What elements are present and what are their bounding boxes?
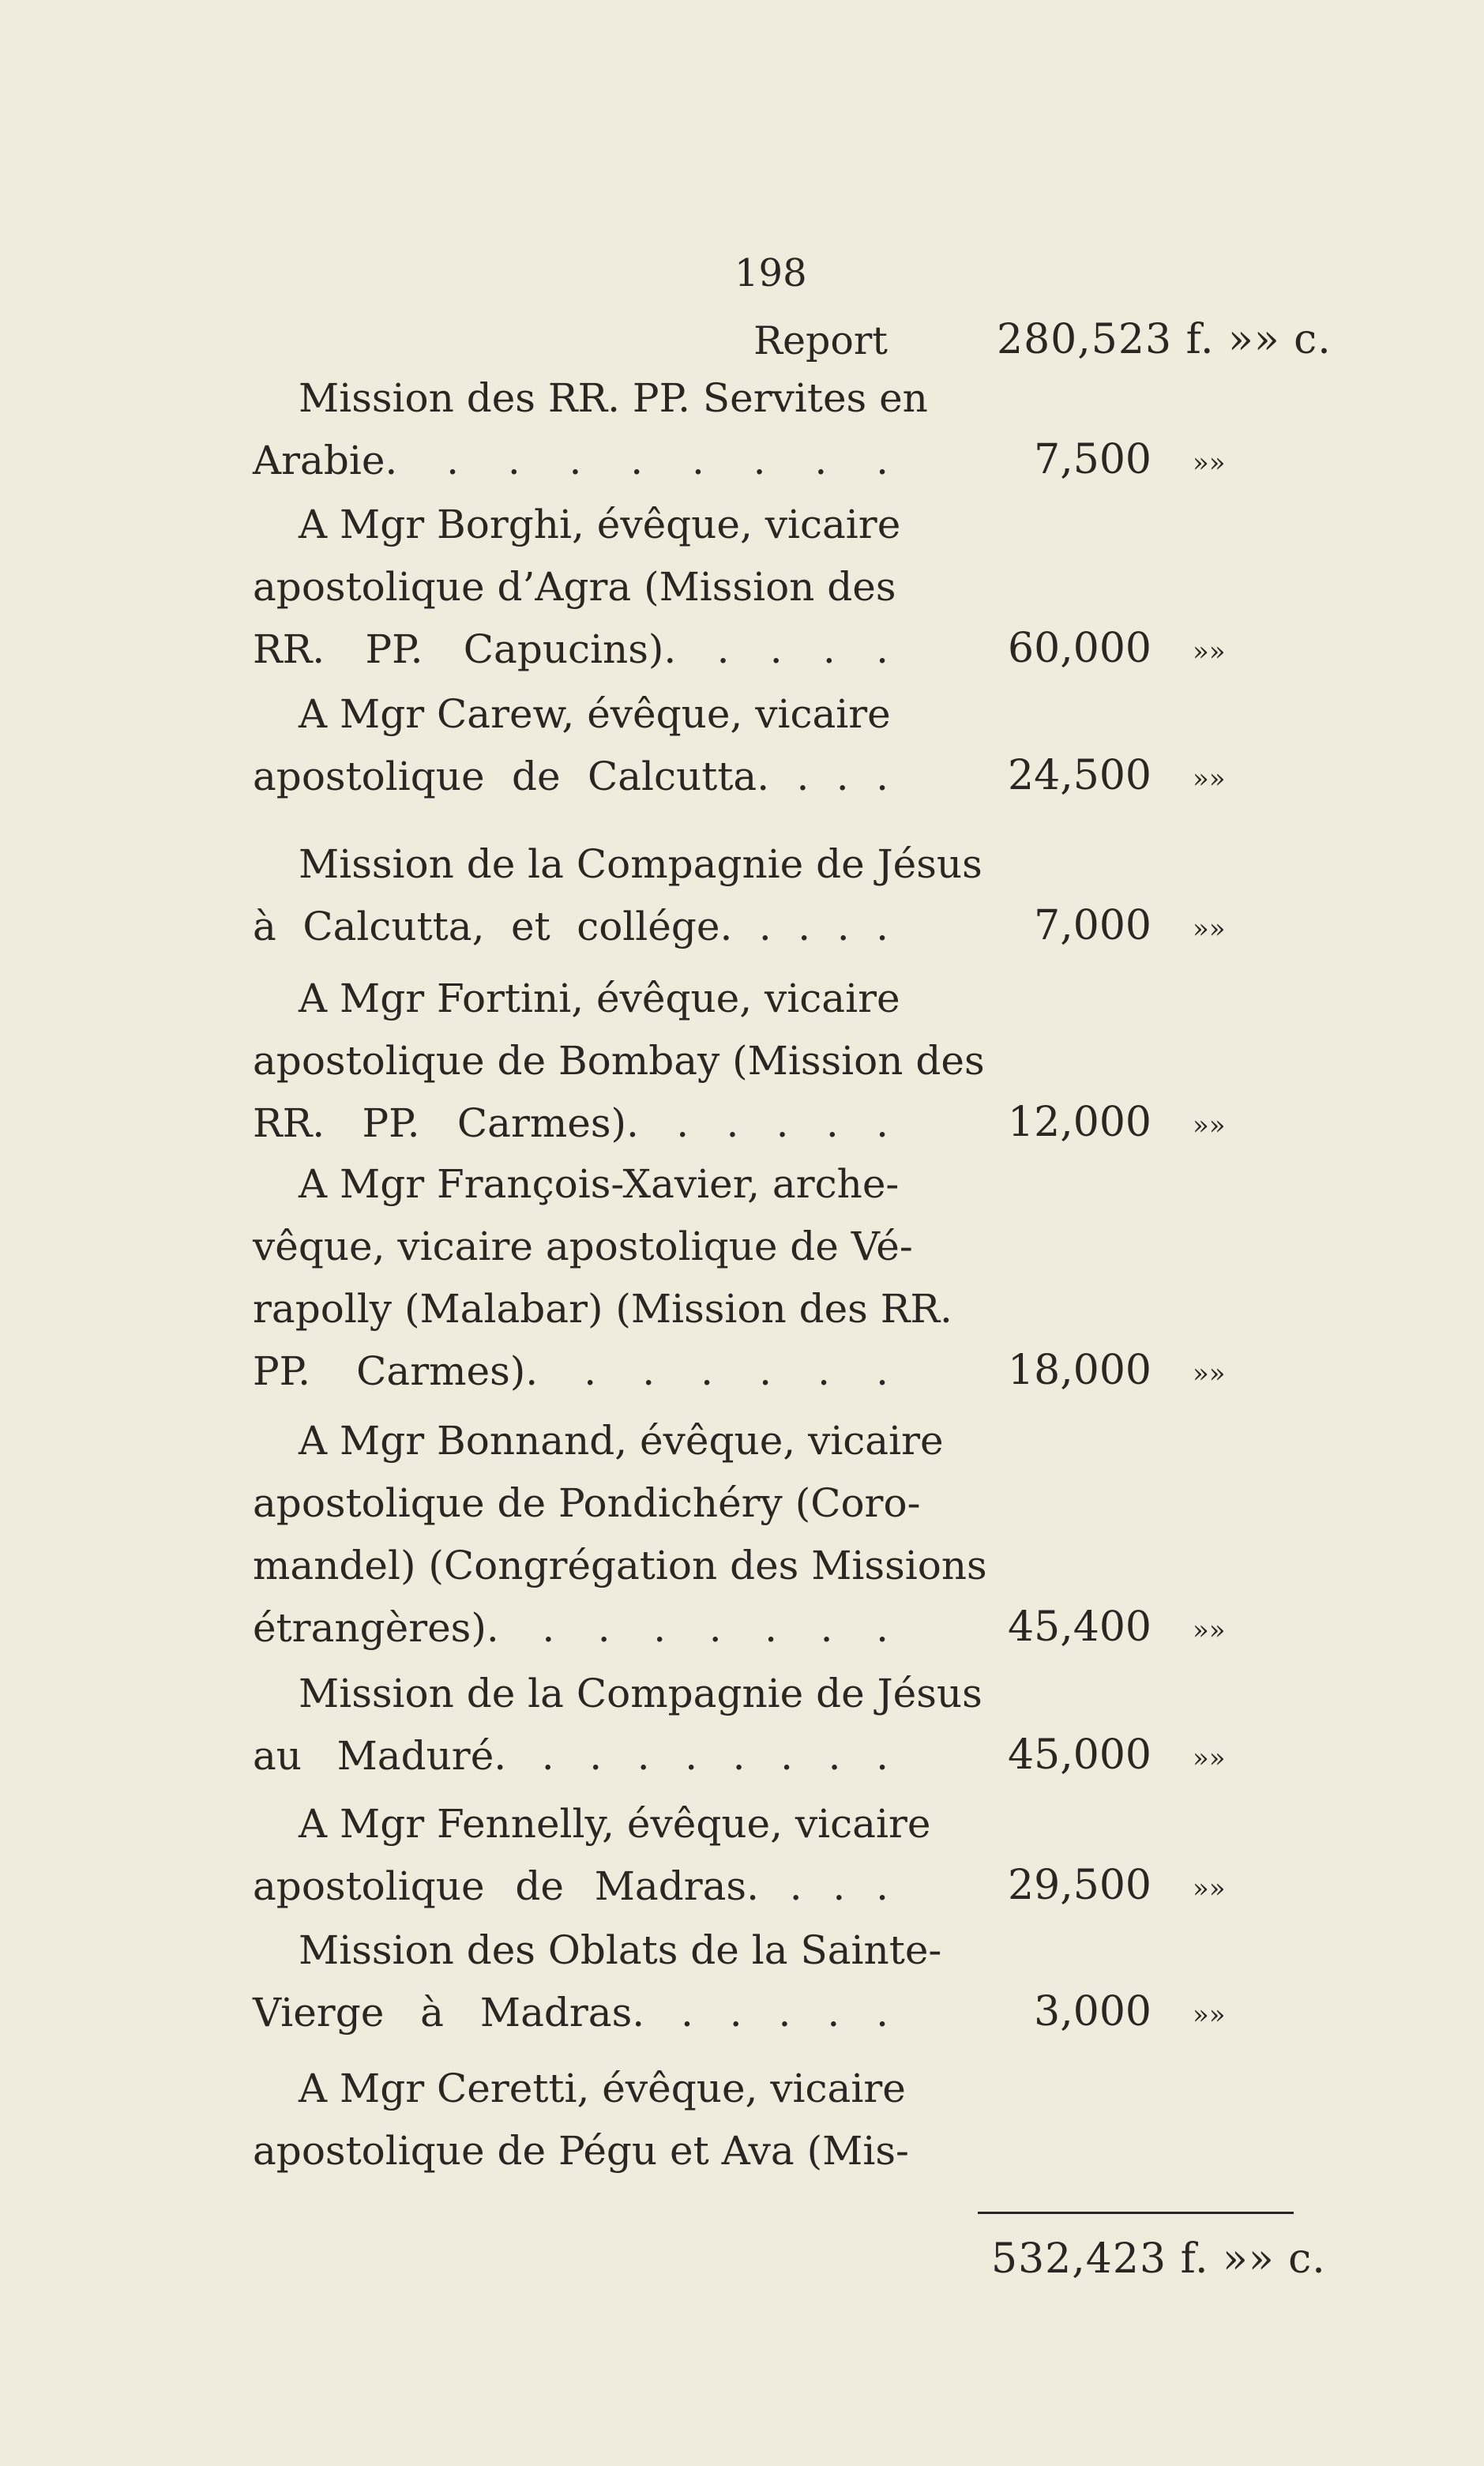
entry-cents: »» (1193, 636, 1226, 667)
entry-text-line: A Mgr Fortini, évêque, vicaire (299, 975, 900, 1021)
entry-amount: 60,000 (1008, 625, 1152, 672)
entry-cents: »» (1193, 1358, 1226, 1389)
entry-amount: 7,000 (1034, 902, 1152, 949)
entry-text-line: Mission des Oblats de la Sainte- (299, 1927, 942, 1973)
ledger-entry (253, 1919, 942, 2044)
grand-total: 532,423 f. »» c. (991, 2235, 1326, 2283)
entry-text-line: A Mgr François-Xavier, arche- (299, 1161, 900, 1207)
entry-text-line: étrangères). . . . . . . . (253, 1605, 889, 1651)
entry-text-line: apostolique de Madras. . . . (253, 1863, 889, 1909)
entry-amount: 12,000 (1008, 1099, 1152, 1146)
entry-cents: »» (1193, 1742, 1226, 1774)
total-rule (978, 2212, 1294, 2214)
ledger-entry (253, 833, 982, 958)
ledger-entry (253, 683, 889, 808)
entry-text-line: apostolique de Bombay (Mission des (253, 1038, 985, 1084)
entry-text-line: rapolly (Malabar) (Mission des RR. (253, 1286, 952, 1332)
report-amount: 280,523 f. »» c. (997, 316, 1332, 363)
ledger-entry (253, 367, 928, 492)
ledger-entry (253, 494, 901, 681)
entry-cents: »» (1193, 447, 1226, 479)
entry-text-line: apostolique d’Agra (Mission des (253, 564, 896, 610)
entry-text-line: RR. PP. Capucins). . . . . (253, 626, 889, 672)
entry-text-line: Mission des RR. PP. Servites en (299, 375, 928, 421)
entry-cents: »» (1193, 913, 1226, 945)
entry-text-line: A Mgr Ceretti, évêque, vicaire (299, 2066, 906, 2111)
entry-text-line: PP. Carmes). . . . . . . (253, 1348, 889, 1394)
entry-text-line: à Calcutta, et collége. . . . . (253, 904, 889, 949)
entry-amount: 45,000 (1008, 1731, 1152, 1779)
ledger-entry (253, 2058, 909, 2182)
entry-amount: 24,500 (1008, 752, 1152, 799)
entry-text-line: RR. PP. Carmes). . . . . . (253, 1100, 889, 1146)
entry-text-line: apostolique de Pégu et Ava (Mis- (253, 2128, 909, 2174)
entry-cents: »» (1193, 763, 1226, 795)
entry-text-line: Arabie. . . . . . . . . (253, 438, 889, 483)
entry-cents: »» (1193, 1873, 1226, 1904)
entry-text-line: A Mgr Fennelly, évêque, vicaire (299, 1801, 931, 1847)
entry-text-line: Mission de la Compagnie de Jésus (299, 841, 982, 887)
entry-amount: 3,000 (1034, 1988, 1152, 2036)
entry-cents: »» (1193, 1110, 1226, 1141)
entry-text-line: apostolique de Calcutta. . . . (253, 754, 889, 799)
ledger-entry (253, 1410, 987, 1660)
entry-text-line: au Maduré. . . . . . . . . (253, 1733, 889, 1779)
entry-text-line: mandel) (Congrégation des Missions (253, 1543, 987, 1588)
entry-cents: »» (1193, 1999, 1226, 2031)
ledger-entry (253, 1153, 952, 1403)
entry-text-line: A Mgr Carew, évêque, vicaire (299, 691, 891, 737)
page-number: 198 (734, 251, 807, 295)
ledger-entry (253, 1793, 931, 1918)
entry-text-line: vêque, vicaire apostolique de Vé- (253, 1224, 913, 1269)
entry-text-line: A Mgr Borghi, évêque, vicaire (299, 502, 901, 547)
entry-amount: 45,400 (1008, 1603, 1152, 1651)
entry-text-line: A Mgr Bonnand, évêque, vicaire (299, 1418, 944, 1464)
entry-amount: 29,500 (1008, 1862, 1152, 1909)
report-label: Report (753, 318, 888, 363)
entry-amount: 18,000 (1008, 1347, 1152, 1394)
entry-amount: 7,500 (1034, 436, 1152, 483)
entry-text-line: Vierge à Madras. . . . . . (253, 1990, 889, 2036)
entry-text-line: Mission de la Compagnie de Jésus (299, 1671, 982, 1716)
entry-cents: »» (1193, 1615, 1226, 1646)
ledger-entry (253, 968, 985, 1155)
entry-text-line: apostolique de Pondichéry (Coro- (253, 1480, 921, 1526)
ledger-entry (253, 1663, 982, 1787)
